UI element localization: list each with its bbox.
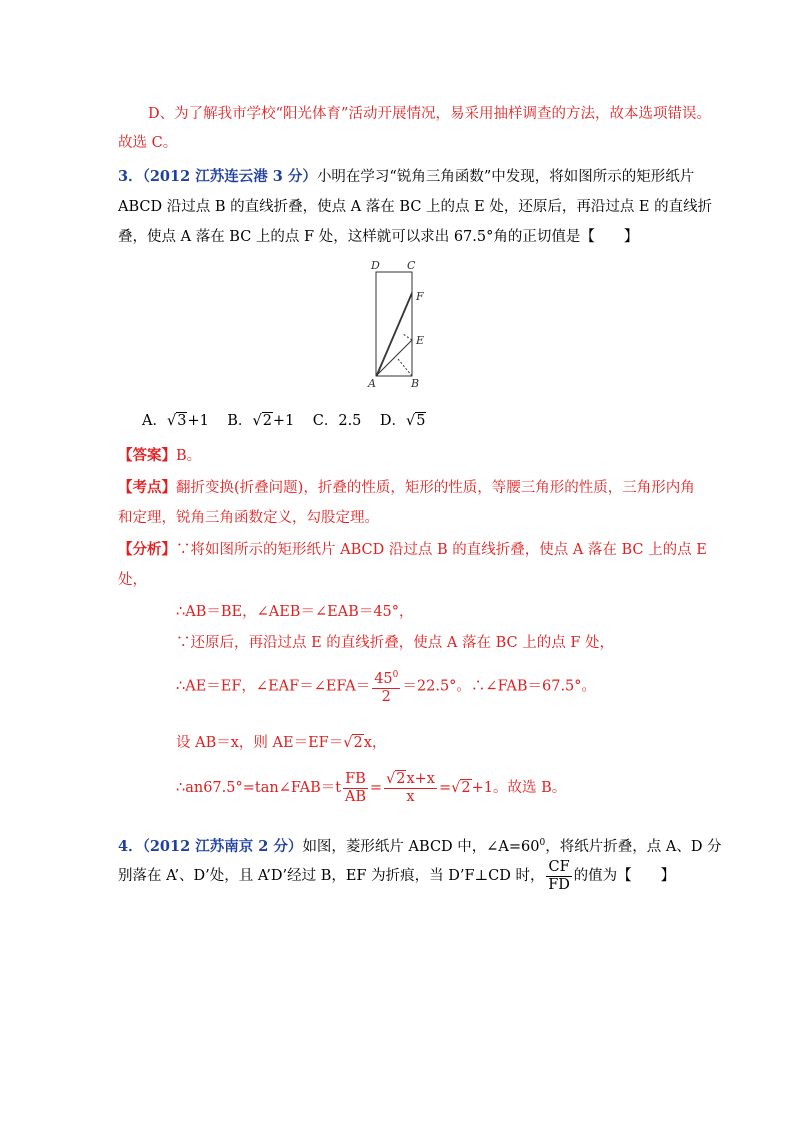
q4-stem-text-2b: 的值为【 】 [573, 868, 676, 884]
kaodian-line-1 [118, 478, 695, 498]
conclusion-text: 故选 C。 [118, 135, 178, 151]
kaodian-line-2: 和定理，锐角三角函数定义，勾股定理。 [118, 510, 379, 526]
q3-stem-line-3: 叠，使点 A 落在 BC 上的点 F 处，这样就可以求出 67.5°角的正切值是【 】 [118, 229, 639, 245]
step-3-pre: ∴AE＝EF，∠EAF＝∠EFA＝ [176, 678, 371, 695]
kaodian-text-1: 翻折变换(折叠问题)，折叠的性质，矩形的性质，等腰三角形的性质，三角形内角 [176, 480, 695, 496]
step-5-fraction-2: $\frac{√2x+x}{x}$ [385, 770, 435, 805]
fold-dash-1 [403, 334, 412, 340]
option-d-sqrt: √5 [405, 413, 426, 429]
option-b-label: B． [227, 413, 253, 429]
kaodian-tag: 【考点】 [118, 479, 176, 496]
q4-stem-text-2: 别落在 A’、D’处，且 A’D’经过 B，EF 为折痕，当 D’F⊥CD 时， [118, 868, 545, 884]
segment-af-2 [377, 294, 412, 376]
step-4-post: x， [363, 735, 387, 751]
step-3 [176, 667, 596, 706]
step-4 [176, 733, 386, 753]
fenxi-text-1: ∵将如图所示的矩形纸片 ABCD 沿过点 B 的直线折叠，使点 A 落在 BC 上的点 E [176, 542, 707, 558]
q4-fraction: $\frac{CF}{FD}$ [548, 858, 570, 893]
option-c-label: C． [312, 413, 339, 429]
option-d-line: D、为了解我市学校“阳光体育”活动开展情况，易采用抽样调查的方法，故本选项错误。 [148, 106, 711, 122]
q3-rectangle-figure [365, 255, 435, 390]
step-1: ∴AB＝BE，∠AEB＝∠EAB＝45°， [176, 604, 414, 620]
q4-number: 4． [118, 837, 143, 855]
step-5-fraction-1: $\frac{FB}{AB}$ [344, 770, 367, 805]
option-a-sqrt: √3 [166, 413, 187, 429]
step-5-sqrt: √2 [451, 780, 471, 796]
option-a-label: A． [142, 413, 167, 429]
segment-af [376, 292, 412, 376]
q3-stem-line-1 [118, 167, 694, 187]
option-d-label: D． [379, 413, 406, 429]
fold-dash-2 [398, 359, 412, 376]
option-b-sqrt: √2 [252, 413, 272, 429]
rect-abcd [376, 272, 412, 376]
option-a-tail: +1 [187, 413, 209, 429]
q4-stem-text-1b: ，将纸片折叠，点 A、D 分 [545, 838, 722, 855]
step-5-post: +1。故选 B。 [471, 780, 567, 796]
q3-source: （2012 江苏连云港 3 分） [142, 168, 317, 185]
step-5-eq-2: = [438, 780, 452, 796]
step-2: ∵还原后，再沿过点 E 的直线折叠，使点 A 落在 BC 上的点 F 处， [176, 635, 615, 651]
q3-stem-line-2: ABCD 沿过点 B 的直线折叠，使点 A 落在 BC 上的点 E 处，还原后，再沿过点 E 的直线折 [118, 199, 713, 215]
label-b: B [411, 377, 420, 390]
q4-degree-sup: 0 [539, 838, 546, 848]
fenxi-tag: 【分析】 [118, 541, 176, 558]
q4-stem-line-2 [118, 858, 675, 894]
label-d: D [371, 259, 380, 272]
option-c-value: 2.5 [338, 413, 362, 429]
step-3-sup: 0 [392, 670, 399, 680]
q4-source: （2012 江苏南京 2 分） [142, 837, 303, 855]
step-5-pre: ∴an67.5°=tan∠FAB＝t [176, 780, 342, 796]
step-4-pre: 设 AB＝x，则 AE＝EF＝ [176, 735, 344, 751]
step-3-fraction [372, 667, 400, 706]
q4-stem-text-1: 如图，菱形纸片 ABCD 中，∠A=60 [302, 838, 540, 855]
answer-line [118, 446, 201, 466]
label-c: C [407, 259, 416, 272]
step-4-sqrt: √2 [343, 735, 363, 751]
q3-options [142, 411, 426, 431]
q4-stem-line-1 [118, 833, 722, 857]
step-3-den: 2 [381, 688, 391, 705]
step-5-eq-1: = [369, 780, 382, 796]
option-b-tail: +1 [272, 413, 295, 429]
label-a: A [368, 377, 376, 390]
q3-stem-text-1: 小明在学习“锐角三角函数”中发现，将如图所示的矩形纸片 [316, 169, 695, 185]
step-3-post: ＝22.5°。∴∠FAB＝67.5°。 [402, 678, 597, 695]
label-e: E [416, 334, 425, 347]
step-3-num: 45 [374, 670, 393, 687]
fenxi-line-2: 处， [118, 572, 147, 588]
fenxi-line-1 [118, 540, 707, 560]
answer-tag: 【答案】 [118, 447, 176, 464]
q3-number: 3． [118, 168, 143, 185]
segment-ae [376, 340, 412, 376]
label-f: F [416, 290, 424, 303]
answer-value: B。 [176, 448, 202, 464]
step-5 [176, 770, 566, 806]
